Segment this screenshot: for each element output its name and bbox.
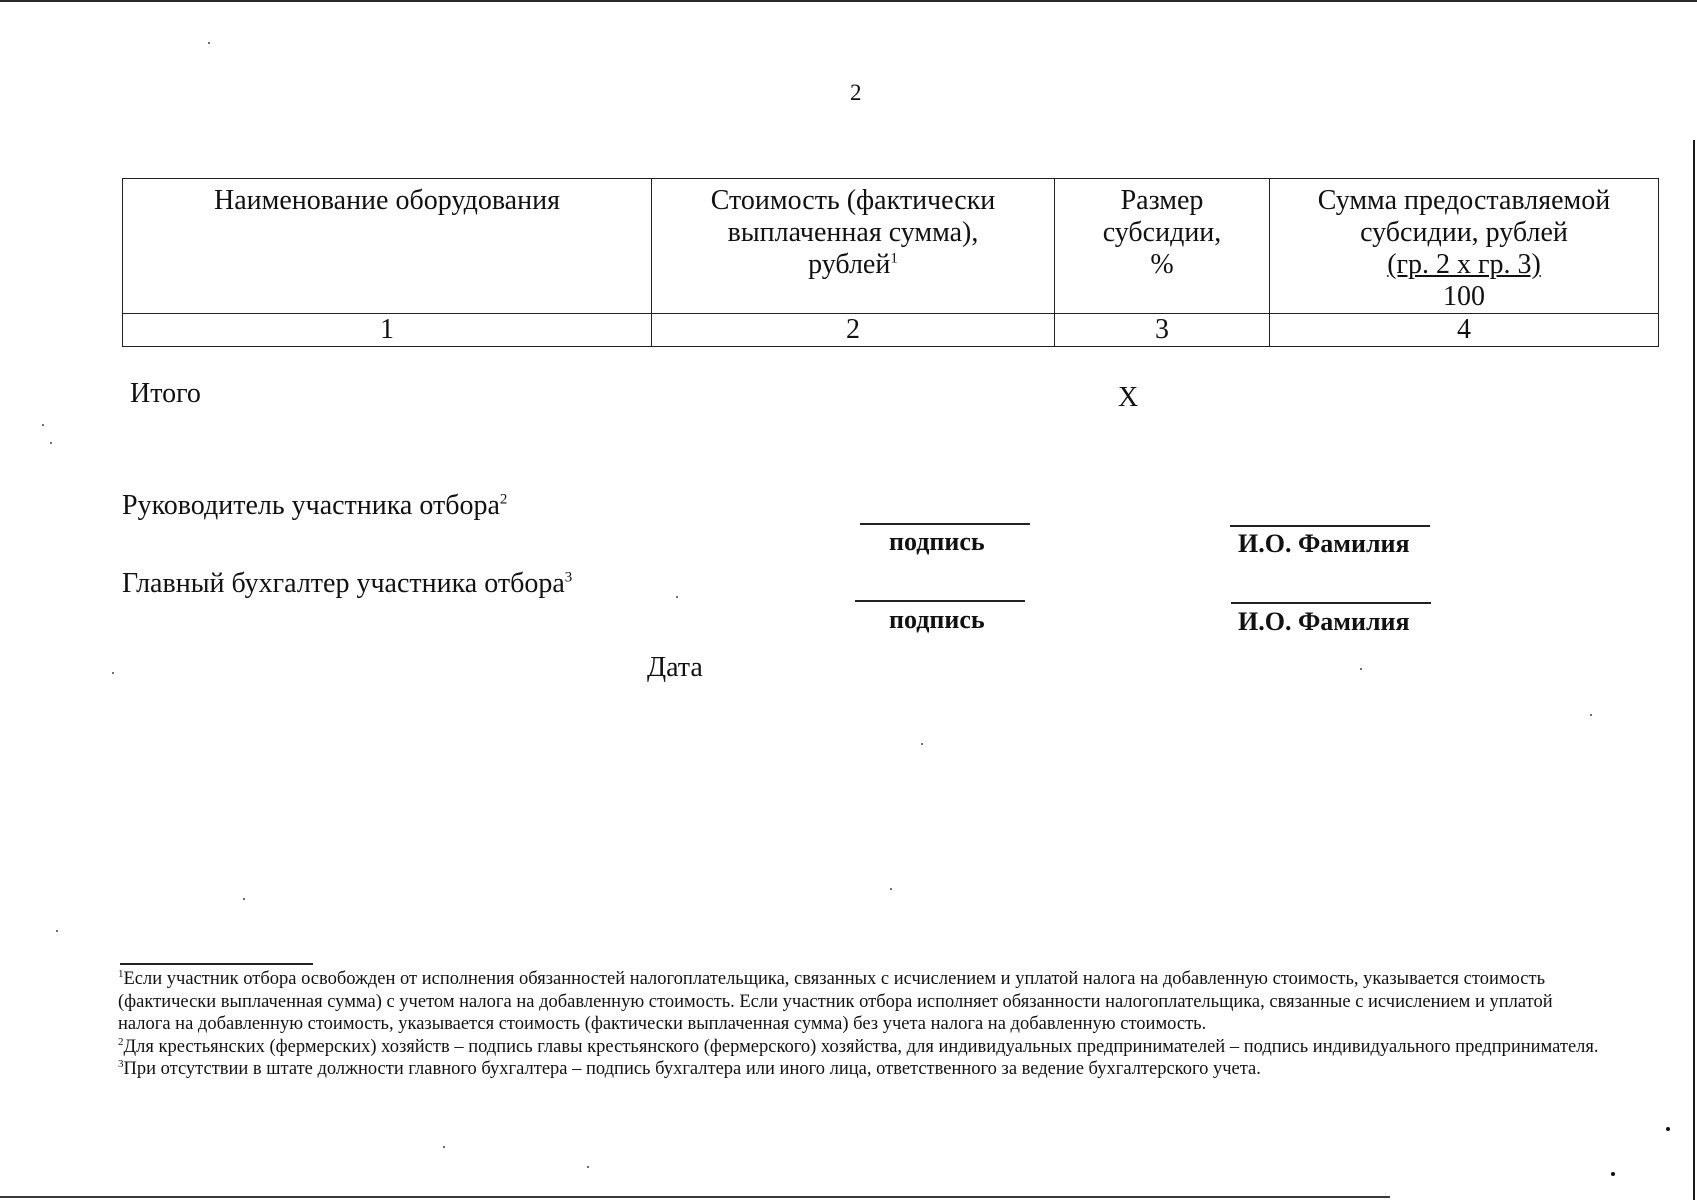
scan-speck <box>1590 714 1592 716</box>
signature-caption: подпись <box>889 605 985 634</box>
footnote-ref: 2 <box>499 491 508 508</box>
signature-caption: подпись <box>889 527 985 556</box>
header-line: рублей <box>808 249 891 280</box>
scan-speck <box>676 596 678 598</box>
scan-speck <box>112 672 114 674</box>
header-subsidy-sum <box>1270 179 1659 314</box>
name-caption: И.О. Фамилия <box>1238 607 1410 636</box>
header-line: субсидии, <box>1102 217 1222 248</box>
footnote-ref: 3 <box>564 569 573 586</box>
page-number: 2 <box>850 80 862 105</box>
scan-border-top <box>0 0 1697 2</box>
header-equipment-name <box>123 179 652 314</box>
scan-speck <box>42 424 44 426</box>
header-line: Сумма предоставляемой <box>1317 185 1611 216</box>
equipment-table <box>122 178 1659 347</box>
signature-line <box>855 600 1025 602</box>
scan-border-right <box>1693 140 1695 1200</box>
scan-speck <box>1360 668 1362 670</box>
scan-speck <box>50 442 52 444</box>
name-caption: И.О. Фамилия <box>1238 529 1410 558</box>
header-subsidy-size <box>1055 179 1270 314</box>
scan-speck <box>1666 1127 1670 1131</box>
footnote-text: При отсутствии в штате должности главного бухгалтера – подпись бухгалтера или иного лица, ответственного за ведение бухгалтерского учета. <box>123 1059 1261 1079</box>
footnote-number: 2 <box>118 1035 124 1048</box>
column-number: 2 <box>652 314 1055 347</box>
header-line: субсидии, рублей <box>1360 217 1568 248</box>
footnote-2 <box>118 1036 1608 1059</box>
scan-speck <box>587 1166 589 1168</box>
footnote-ref: 1 <box>890 250 898 267</box>
head-signature-label <box>122 490 507 522</box>
footnote-3 <box>118 1058 1608 1081</box>
total-label: Итого <box>130 378 201 409</box>
column-number: 3 <box>1055 314 1270 347</box>
signature-label-text: Руководитель участника отбора <box>122 490 500 521</box>
scan-speck <box>56 930 58 932</box>
footnote-number: 3 <box>118 1057 124 1070</box>
column-number-row <box>123 314 1659 347</box>
scan-speck <box>443 1146 445 1148</box>
header-line: выплаченная сумма), <box>727 217 979 248</box>
scan-border-bottom <box>0 1196 1390 1198</box>
scan-speck <box>921 743 923 745</box>
footnote-number: 1 <box>118 967 124 980</box>
date-label: Дата <box>647 652 703 683</box>
accountant-signature-label <box>122 568 572 600</box>
footnote-1 <box>118 968 1608 1036</box>
name-line <box>1231 602 1431 604</box>
header-line: Наименование оборудования <box>214 185 560 216</box>
signature-line <box>860 523 1030 525</box>
scan-speck <box>208 42 210 44</box>
scan-speck <box>1611 1172 1615 1176</box>
signature-label-text: Главный бухгалтер участника отбора <box>122 568 565 599</box>
header-line: Стоимость (фактически <box>710 185 996 216</box>
column-number: 1 <box>123 314 652 347</box>
table-header-row <box>123 179 1659 314</box>
formula-numerator: (гр. 2 х гр. 3) <box>1387 249 1541 280</box>
name-line <box>1230 525 1430 527</box>
footnote-text: Для крестьянских (фермерских) хозяйств – подпись главы крестьянского (фермерского) хозяйства, для индивидуальных предпринимателей – подпись индивидуального предпринимателя. <box>123 1036 1599 1057</box>
formula-denominator: 100 <box>1443 281 1485 312</box>
footnote-text: Если участник отбора освобожден от исполнения обязанностей налогоплательщика, связанных с исчислением и уплатой налога на добавленную стоимость, указывается стоимость (фактически выплаченная сумма) с учетом налога на добавленную стоимость. Если участник отбора исполняет обязанности налогоплательщика, связанные с исчислением и уплатой налога на добавленную стоимость, указывается стоимость (фактически выплаченная сумма) без учета налога на добавленную стоимость. <box>118 969 1553 1034</box>
header-cost <box>652 179 1055 314</box>
footnote-separator <box>120 963 313 965</box>
footnotes <box>118 968 1608 1081</box>
total-x-mark: Х <box>1118 382 1139 413</box>
scan-speck <box>890 888 892 890</box>
column-number: 4 <box>1270 314 1659 347</box>
header-line: Размер <box>1120 185 1204 216</box>
scan-speck <box>243 898 245 900</box>
header-line: % <box>1150 249 1174 280</box>
